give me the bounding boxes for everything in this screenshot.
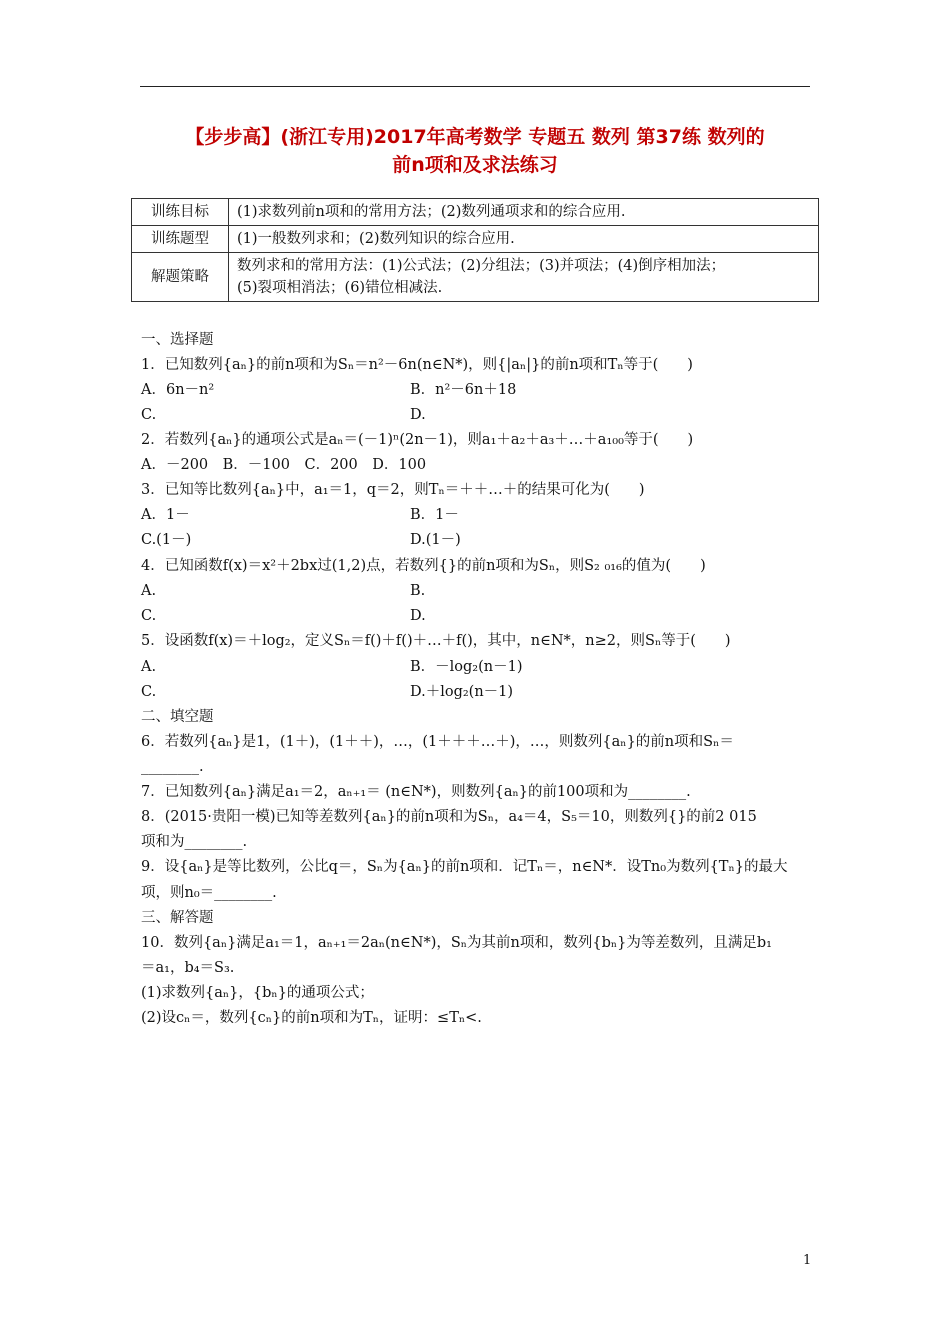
training-goals-table: [131, 198, 819, 302]
table-value: (1)一般数列求和；(2)数列知识的综合应用.: [229, 226, 819, 253]
question-10-cont: ＝a₁，b₄＝S₃.: [141, 960, 235, 976]
q2-options: A．－200 B．－100 C．200 D．100: [141, 457, 427, 473]
question-1: 1．已知数列{aₙ}的前n项和为Sₙ＝n²－6n(n∈N*)，则{|aₙ|}的前n项和Tₙ等于( ): [141, 357, 693, 373]
q3-option-c: C.(1－): [141, 532, 192, 548]
q1-option-c: C.: [141, 407, 157, 423]
q4-option-a: A.: [141, 583, 157, 599]
question-6: 6．若数列{aₙ}是1，(1＋)，(1＋＋)，…，(1＋＋＋…＋)，…，则数列{aₙ}的前n项和Sₙ＝: [141, 734, 734, 750]
table-row: [132, 226, 819, 253]
q5-option-c: C.: [141, 684, 157, 700]
q3-option-a: A．1－: [141, 507, 190, 523]
table-row: [132, 253, 819, 302]
q3-option-b: B．1－: [410, 507, 459, 523]
question-9: 9．设{aₙ}是等比数列，公比q＝，Sₙ为{aₙ}的前n项和．记Tₙ＝，n∈N*．设Tn₀为数列{Tₙ}的最大: [141, 859, 788, 875]
question-4: 4．已知函数f(x)＝x²＋2bx过(1,2)点，若数列{}的前n项和为Sₙ，则S₂ ₀₁₆的值为( ): [141, 558, 706, 574]
question-3: 3．已知等比数列{aₙ}中，a₁＝1，q＝2，则Tₙ＝＋＋…＋的结果可化为( ): [141, 482, 645, 498]
section-heading-fill: 二、填空题: [141, 709, 214, 725]
header-rule: [140, 86, 810, 87]
q4-option-d: D.: [410, 608, 426, 624]
document-title-line2: 前n项和及求法练习: [392, 154, 558, 176]
question-6-blank: ________.: [141, 759, 204, 775]
question-5: 5．设函数f(x)＝＋log₂，定义Sₙ＝f()＋f()＋…＋f()，其中，n∈N*，n≥2，则Sₙ等于( ): [141, 633, 731, 649]
table-key: 训练题型: [132, 226, 229, 253]
question-10-part-2: (2)设cₙ＝，数列{cₙ}的前n项和为Tₙ，证明：≤Tₙ<.: [141, 1010, 482, 1026]
section-heading-choice: 一、选择题: [141, 332, 214, 348]
table-row: [132, 199, 819, 226]
question-7: 7．已知数列{aₙ}满足a₁＝2，aₙ₊₁＝ (n∈N*)，则数列{aₙ}的前100项和为________.: [141, 784, 691, 800]
table-value: [229, 253, 819, 302]
question-9-cont: 项，则n₀＝________.: [141, 885, 277, 901]
table-value-line: 数列求和的常用方法：(1)公式法；(2)分组法；(3)并项法；(4)倒序相加法；: [237, 258, 726, 274]
q5-option-a: A.: [141, 659, 157, 675]
question-8-cont: 项和为________.: [141, 834, 248, 850]
question-10-part-1: (1)求数列{aₙ}，{bₙ}的通项公式；: [141, 985, 374, 1001]
q1-option-b: B．n²－6n＋18: [410, 382, 517, 398]
question-8: 8．(2015·贵阳一模)已知等差数列{aₙ}的前n项和为Sₙ，a₄＝4，S₅＝10，则数列{}的前2 015: [141, 809, 757, 825]
page-number: 1: [803, 1253, 812, 1268]
table-value-line: (5)裂项相消法；(6)错位相减法.: [237, 280, 443, 296]
q5-option-d: D.＋log₂(n－1): [410, 684, 514, 700]
q4-option-b: B.: [410, 583, 426, 599]
q5-option-b: B．－log₂(n－1): [410, 659, 523, 675]
q4-option-c: C.: [141, 608, 157, 624]
question-2: 2．若数列{aₙ}的通项公式是aₙ＝(－1)ⁿ(2n－1)，则a₁＋a₂＋a₃＋…＋a₁₀₀等于( ): [141, 432, 694, 448]
q1-option-a: A．6n－n²: [141, 382, 215, 398]
table-key: 解题策略: [132, 253, 229, 302]
section-heading-answer: 三、解答题: [141, 910, 214, 926]
q3-option-d: D.(1－): [410, 532, 461, 548]
q1-option-d: D.: [410, 407, 426, 423]
question-10: 10．数列{aₙ}满足a₁＝1，aₙ₊₁＝2aₙ(n∈N*)，Sₙ为其前n项和，数列{bₙ}为等差数列，且满足b₁: [141, 935, 772, 951]
table-value: (1)求数列前n项和的常用方法；(2)数列通项求和的综合应用.: [229, 199, 819, 226]
document-title-line1: 【步步高】(浙江专用)2017年高考数学 专题五 数列 第37练 数列的: [185, 126, 765, 148]
table-key: 训练目标: [132, 199, 229, 226]
